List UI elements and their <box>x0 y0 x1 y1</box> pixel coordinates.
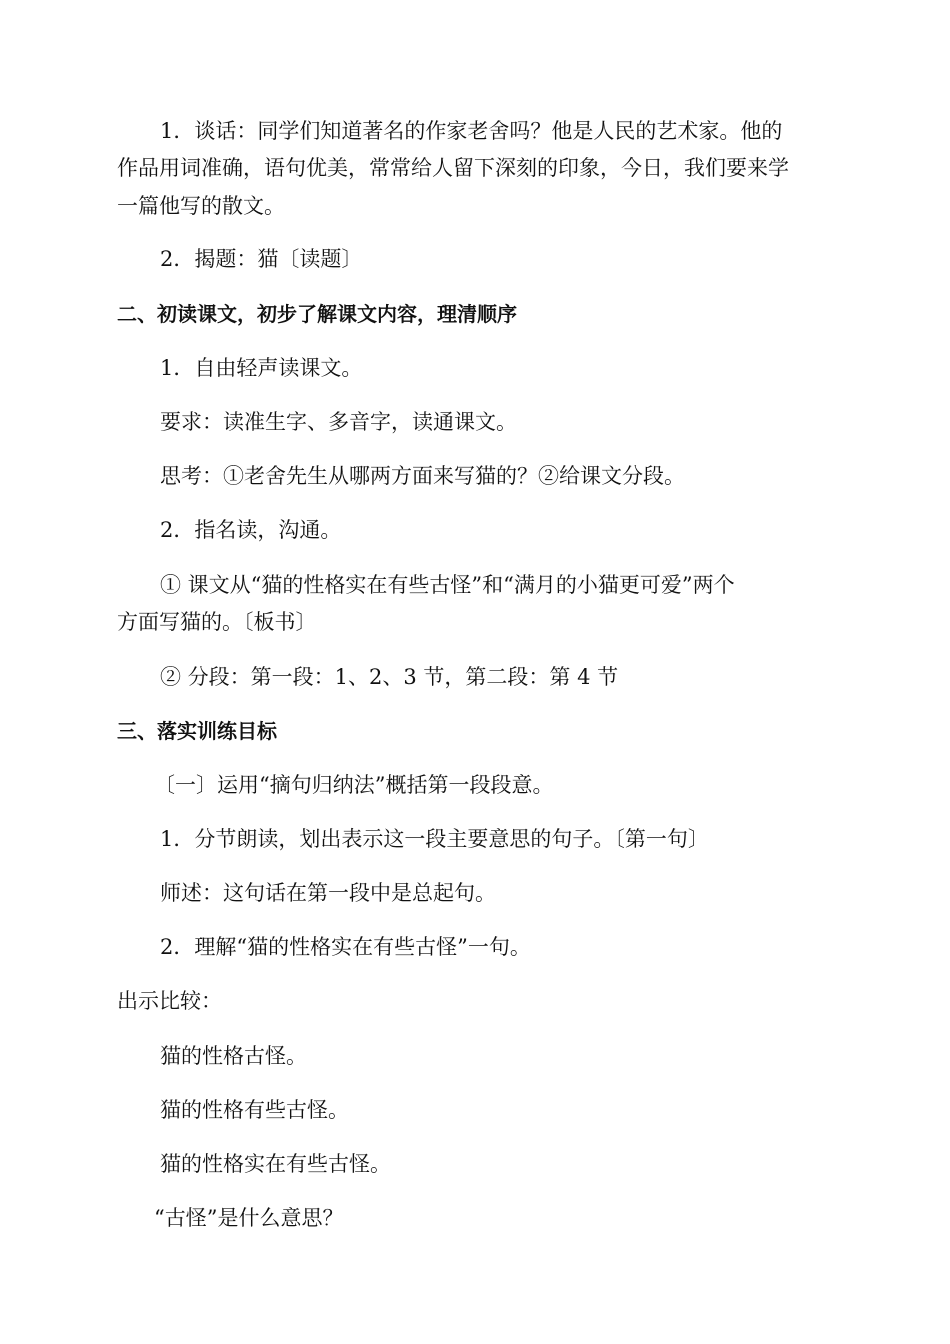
paragraph-think: 思考：①老舍先生从哪两方面来写猫的？②给课文分段。 <box>160 464 685 488</box>
paragraph-point-1-line-1: ① 课文从“猫的性格实在有些古怪”和“满月的小猫更可爱”两个 <box>160 573 735 597</box>
paragraph-free-read: 1．自由轻声读课文。 <box>160 356 363 380</box>
paragraph-compare-3: 猫的性格实在有些古怪。 <box>160 1152 391 1176</box>
paragraph-point-1-line-2: 方面写猫的。〔板书〕 <box>117 610 317 634</box>
paragraph-named-read: 2．指名读，沟通。 <box>160 518 342 542</box>
paragraph-teacher-note: 师述：这句话在第一段中是总起句。 <box>160 881 496 905</box>
paragraph-intro-line-3: 一篇他写的散文。 <box>117 194 285 218</box>
paragraph-point-2: ② 分段：第一段：1、2、3 节，第二段：第 4 节 <box>160 665 619 689</box>
paragraph-intro-line-2: 作品用词准确，语句优美，常常给人留下深刻的印象，今日，我们要来学 <box>117 156 789 180</box>
paragraph-compare-2: 猫的性格有些古怪。 <box>160 1098 349 1122</box>
paragraph-requirement: 要求：读准生字、多音字，读通课文。 <box>160 410 517 434</box>
paragraph-compare-1: 猫的性格古怪。 <box>160 1044 307 1068</box>
paragraph-understand: 2．理解“猫的性格实在有些古怪”一句。 <box>160 935 531 959</box>
section-heading-2: 二、初读课文，初步了解课文内容，理清顺序 <box>117 302 517 326</box>
section-heading-3: 三、落实训练目标 <box>117 719 277 743</box>
paragraph-intro-line-1: 1．谈话：同学们知道著名的作家老舍吗？他是人民的艺术家。他的 <box>160 119 783 143</box>
paragraph-reveal-title: 2．揭题：猫〔读题〕 <box>160 247 363 271</box>
paragraph-method: 〔一〕运用“摘句归纳法”概括第一段段意。 <box>154 773 554 797</box>
paragraph-question: “古怪”是什么意思？ <box>154 1206 344 1230</box>
paragraph-section-read: 1．分节朗读，划出表示这一段主要意思的句子。〔第一句〕 <box>160 827 709 851</box>
paragraph-compare-label: 出示比较： <box>117 989 222 1013</box>
